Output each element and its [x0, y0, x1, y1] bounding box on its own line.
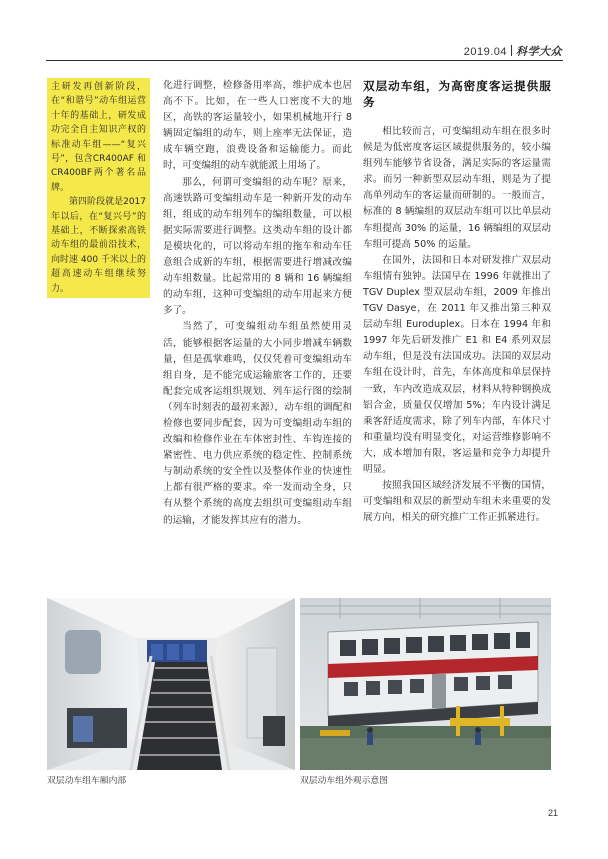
article-column-right [363, 78, 551, 526]
paragraph: 在国外，法国和日本对研发推广双层动车组情有独钟。法国早在 1996 年就推出了 TGV Duplex 型双层动车组，2009 年推出 TGV Dasye，在 2011 年又推出第三种双层动车组 Euroduplex。日本在 1994 年和 1997 年先后研发推广 E1 和 E4 系列双层动车组，但是没有法国成功。法国的双层动车组在设计时，首先，车体高度和单层保持一致，车内改造成双层，材料从特种钢换成铝合金，质量仅仅增加 5%；车内设计满足乘客舒适度需求，除了列车内部，车体尺寸和重量均没有明显变化，对运营维修影响不大，成本增加有限，客运量和竞争力却提升明显。 [363, 254, 551, 475]
issue-date: 2019.04 [463, 46, 507, 58]
sidebar-paragraph: 主研发再创新阶段，在“和谐号”动车组运营十年的基础上，研发成功完全自主知识产权的标准动车组——“复兴号”，包含CR400AF 和 CR400BF两个著名品牌。 [51, 82, 146, 193]
sidebar-box [47, 78, 150, 298]
exterior-photo [300, 598, 551, 770]
sidebar-paragraph: 第四阶段就是2017年以后，在“复兴号”的基础上，不断探索高铁动车组的最前沿技术，向时速 400 千米以上的超高速动车组继续努力。 [51, 197, 146, 294]
figure-caption-left: 双层动车组车厢内部 [47, 776, 127, 786]
issue-label [464, 43, 562, 59]
interior-photo [47, 598, 295, 770]
paragraph: 相比较而言，可变编组动车组在很多时候是为低密度客运区域提供服务的，较小编组列车能够节省设备，满足实际的客运量需求。而另一种新型双层动车组，则是为了提高单列动车的客运量而研制的。一般而言，标准的 8 辆编组的双层动车组可以比单层动车组提高 30% 的运量，16 辆编组的双层动车组可提高 50% 的运量。 [363, 126, 551, 250]
header-rule [46, 60, 563, 61]
paragraph: 那么，何谓可变编组的动车呢？原来，高速铁路可变编组动车是一种新开发的动车组，组成的动车组列车的编组数量，可以根据实际需要进行调整。这类动车组的设计都是模块化的，可以将动车组的拖车和动车任意组合成新的车组，根据需要进行增减改编动车组数量。比起常用的 8 辆和 16 辆编组的动车组，这种可变编组的动车用起来方便多了。 [163, 176, 352, 317]
figure-caption-right: 双层动车组外观示意图 [300, 776, 388, 786]
section-heading: 双层动车组，为高密度客运提供服务 [363, 79, 551, 109]
paragraph: 化进行调整，检修备用率高，维护成本也居高不下。比如，在一些人口密度不大的地区，高铁的客运量较小，如果机械地开行 8 辆固定编组的动车，则上座率无法保证，造成车辆空跑，浪费设备和运输能力。而此时，可变编组的动车就能派上用场了。 [163, 80, 352, 172]
header-divider [511, 45, 512, 56]
page-number: 21 [547, 808, 558, 818]
article-column-middle [163, 78, 352, 529]
magazine-name: 科学大众 [516, 45, 562, 58]
paragraph: 当然了，可变编组动车组虽然使用灵活，能够根据客运量的大小同步增减车辆数量，但是孤掌难鸣，仅仅凭着可变编组动车组自身，是不能完成运输旅客工作的，还要配套完成客运组织规划、列车运行图的绘制（列车时刻表的最初来源），动车组的调配和检修也要同步配套，因为可变编组动车组的改编和检修作业在车体密封性、车钩连接的紧密性、电力供应系统的稳定性、控制系统与制动系统的安全性以及整体作业的快速性上都有很严格的要求。牵一发而动全身，只有从整个系统的高度去组织可变编组动车组的运输，才能发挥其应有的潜力。 [163, 321, 352, 526]
paragraph: 按照我国区域经济发展不平衡的国情，可变编组和双层的新型动车组未来重要的发展方向，相关的研究推广工作正抓紧进行。 [363, 480, 551, 524]
